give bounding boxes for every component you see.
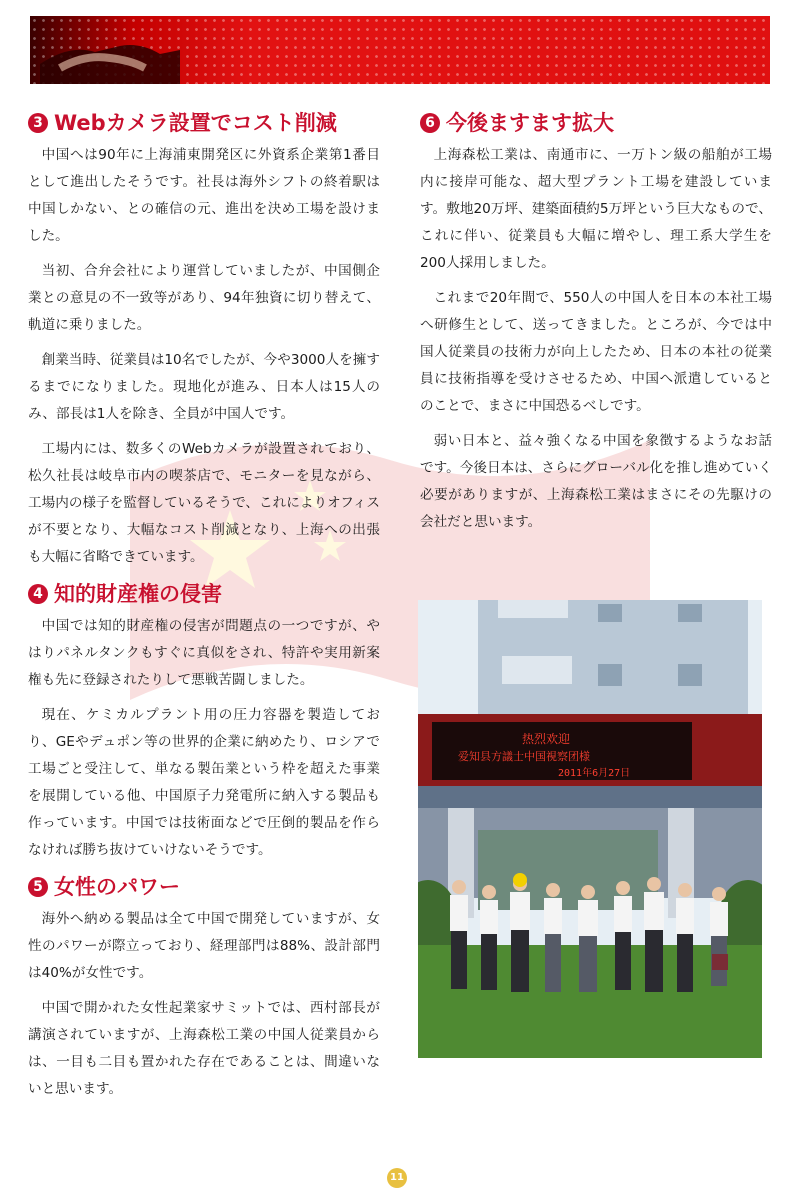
paragraph: 中国へは90年に上海浦東開発区に外資系企業第1番目として進出したそうです。社長は海外シフトの終着駅は中国しかない、との確信の元、進出を決め工場を設けました。 [28, 147, 380, 244]
paragraph: 中国では知的財産権の侵害が問題点の一つですが、やはりパネルタンクもすぐに真似をされ、特許や実用新案権も先に登録されたりして悪戦苦闘しました。 [28, 618, 380, 688]
section-women [28, 872, 380, 1103]
paragraph: 当初、合弁会社により運営していましたが、中国側企業との意見の不一致等があり、94年独資に切り替えて、軌道に乗りました。 [28, 263, 380, 333]
section-title: 知的財産権の侵害 [54, 582, 222, 606]
page-number: 11 [387, 1168, 407, 1188]
paragraph: 中国で開かれた女性起業家サミットでは、西村部長が講演されていますが、上海森松工業の中国人従業員からは、一目も二目も置かれた存在であることは、間違いないと思います。 [28, 1000, 380, 1097]
section-heading [28, 108, 380, 138]
header-banner [30, 16, 770, 84]
paragraph: これまで20年間で、550人の中国人を日本の本社工場へ研修生として、送ってきました。ところが、今では中国人従業員の技術力が向上したため、日本の本社の従業員に技術指導を受けさせるため、中国へ派遣しているとのことで、まさに中国恐るべしです。 [420, 290, 772, 414]
section-title: Webカメラ設置でコスト削減 [54, 111, 337, 135]
led-sign-line-2: 爱知县方議士中国視察团様 [458, 750, 590, 763]
section-number-badge: 4 [28, 584, 48, 604]
led-sign-line-1: 热烈欢迎 [522, 732, 571, 746]
section-number-badge: 6 [420, 113, 440, 133]
left-column [28, 108, 380, 1111]
section-ip [28, 579, 380, 864]
paragraph: 創業当時、従業員は10名でしたが、今や3000人を擁するまでになりました。現地化が進み、日本人は15人のみ、部長は1人を除き、全員が中国人です。 [28, 352, 380, 422]
section-heading [28, 872, 380, 902]
group-photo [418, 600, 762, 1058]
section-expansion [420, 108, 772, 536]
section-number-badge: 5 [28, 877, 48, 897]
paragraph: 海外へ納める製品は全て中国で開発していますが、女性のパワーが際立っており、経理部門は88%、設計部門は40%が女性です。 [28, 911, 380, 981]
paragraph: 上海森松工業は、南通市に、一万トン級の船舶が工場内に接岸可能な、超大型プラント工場を建設しています。敷地20万坪、建築面積約5万坪という巨大なもので、これに伴い、従業員も大幅に増やし、理工系大学生を200人採用しました。 [420, 147, 772, 271]
led-sign-line-3: 2011年6月27日 [558, 768, 631, 779]
section-heading [420, 108, 772, 138]
section-title: 女性のパワー [54, 875, 180, 899]
paragraph: 弱い日本と、益々強くなる中国を象徴するようなお話です。今後日本は、さらにグローバル化を推し進めていく必要がありますが、上海森松工業はまさにその先駆けの会社だと思います。 [420, 433, 772, 530]
paragraph: 工場内には、数多くのWebカメラが設置されており、松久社長は岐阜市内の喫茶店で、モニターを見ながら、工場内の様子を監督しているそうで、これによりオフィスが不要となり、大幅なコスト削減となり、上海への出張も大幅に省略できています。 [28, 441, 380, 565]
people-group [450, 873, 728, 992]
handshake-icon [40, 24, 180, 84]
section-webcam [28, 108, 380, 571]
section-number-badge: 3 [28, 113, 48, 133]
right-column [420, 108, 772, 544]
section-title: 今後ますます拡大 [446, 111, 614, 135]
paragraph: 現在、ケミカルプラント用の圧力容器を製造しており、GEやデュポン等の世界的企業に納めたり、ロシアで工場ごと受注して、単なる製缶業という枠を超えた事業を展開している他、中国原子力発電所に納入する製品も作っています。中国では技術面などで圧倒的製品を作らなければ勝ち抜けていけないそうです。 [28, 707, 380, 858]
section-heading [28, 579, 380, 609]
group-photo-illustration [418, 600, 762, 1058]
